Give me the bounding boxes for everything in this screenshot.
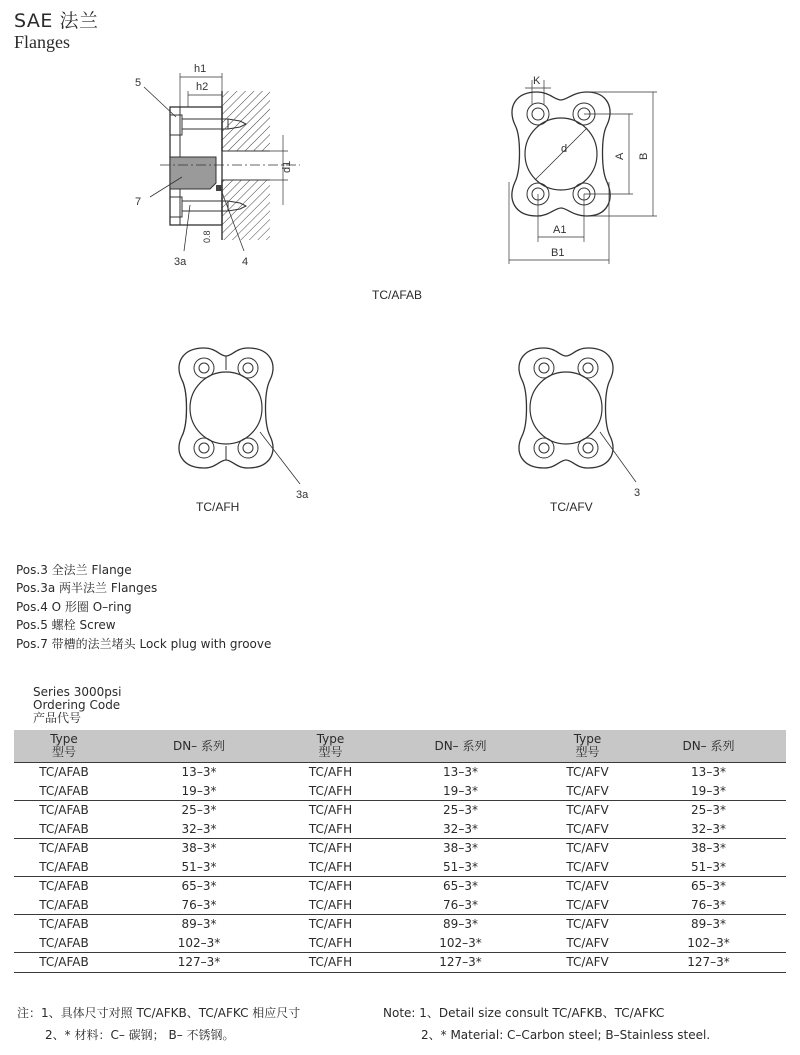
- cell-type: TC/AFAB: [14, 953, 114, 973]
- table-header-row: [14, 730, 786, 763]
- cell-dn-series: 89–3*: [377, 915, 544, 934]
- cell-dn-series: 65–3*: [631, 877, 786, 896]
- cell-dn-series: 19–3*: [181, 783, 217, 798]
- table-row: [14, 877, 786, 896]
- cell-type: TC/AFH: [284, 839, 377, 858]
- cell-dn-series: 127–3*: [377, 953, 544, 973]
- table-row: [14, 915, 786, 934]
- cell-type: TC/AFAB: [14, 801, 114, 820]
- callout-4: 4: [242, 256, 249, 268]
- cell-dn-series: 127–3*: [114, 953, 284, 973]
- cell-dn-series: 38–3*: [631, 839, 786, 858]
- cell-type: TC/AFH: [308, 783, 353, 798]
- dim-d1: d1: [281, 160, 293, 173]
- col-header-type: Type 型号: [544, 730, 631, 763]
- cell-dn-series: 19–3*: [443, 783, 478, 798]
- cell-dn-series: 102–3*: [177, 935, 221, 950]
- cell-dn-series: 76–3*: [691, 897, 726, 912]
- caption-afv: TC/AFV: [550, 500, 593, 514]
- callout-3a-afh: 3a: [296, 489, 309, 501]
- afv-view-diagram: [500, 340, 670, 510]
- cell-type: TC/AFAB: [39, 897, 89, 912]
- cell-type: TC/AFV: [544, 953, 631, 973]
- cell-dn-series: 51–3*: [443, 859, 478, 874]
- cell-type: TC/AFAB: [39, 821, 89, 836]
- cell-dn-series: 32–3*: [691, 821, 726, 836]
- dim-b: B: [638, 152, 650, 160]
- dim-0-8: 0.8: [202, 230, 212, 243]
- cell-type: TC/AFH: [284, 763, 377, 782]
- table-row: [14, 801, 786, 820]
- cell-dn-series: 127–3*: [631, 953, 786, 973]
- cell-dn-series: 32–3*: [181, 821, 217, 836]
- cell-type: TC/AFAB: [14, 839, 114, 858]
- ordering-code-heading: [33, 686, 121, 725]
- notes-english: [383, 1002, 710, 1046]
- table-row: [14, 820, 786, 839]
- cell-dn-series: 89–3*: [631, 915, 786, 934]
- cell-type: TC/AFAB: [39, 935, 89, 950]
- callout-5: 5: [135, 77, 142, 89]
- ordering-code-label: Ordering Code: [33, 698, 121, 712]
- cell-type: TC/AFV: [544, 763, 631, 782]
- dim-h1: h1: [194, 63, 207, 75]
- cell-dn-series: 19–3*: [691, 783, 726, 798]
- col-header-dn: DN– 系列: [114, 730, 284, 763]
- note-en-2: 2、* Material: C–Carbon steel; B–Stainless steel.: [421, 1028, 711, 1042]
- cell-dn-series: 89–3*: [114, 915, 284, 934]
- legend-item: Pos.3 全法兰 Flange: [16, 563, 132, 577]
- cell-type: TC/AFV: [566, 897, 609, 912]
- cell-type: TC/AFAB: [39, 783, 89, 798]
- cell-dn-series: 51–3*: [181, 859, 217, 874]
- cell-type: TC/AFH: [284, 877, 377, 896]
- cell-dn-series: 25–3*: [377, 801, 544, 820]
- table-body: [14, 763, 786, 973]
- cell-type: TC/AFV: [566, 783, 609, 798]
- page-subtitle: Flanges: [14, 32, 70, 52]
- cell-type: TC/AFAB: [39, 859, 89, 874]
- table-row: [14, 782, 786, 801]
- dim-d: d: [561, 143, 568, 155]
- table-row: [14, 858, 786, 877]
- cell-dn-series: 13–3*: [631, 763, 786, 782]
- cell-type: TC/AFH: [284, 915, 377, 934]
- cell-type: TC/AFV: [566, 935, 609, 950]
- cell-dn-series: 65–3*: [114, 877, 284, 896]
- cell-dn-series: 32–3*: [443, 821, 478, 836]
- table-row: [14, 839, 786, 858]
- cell-dn-series: 76–3*: [181, 897, 217, 912]
- cell-type: TC/AFH: [284, 801, 377, 820]
- dim-h2: h2: [196, 81, 209, 93]
- cell-dn-series: 13–3*: [114, 763, 284, 782]
- notes-chinese: [17, 1002, 300, 1046]
- cell-type: TC/AFV: [544, 877, 631, 896]
- cell-type: TC/AFV: [566, 821, 609, 836]
- cell-dn-series: 51–3*: [691, 859, 726, 874]
- cell-type: TC/AFH: [308, 897, 353, 912]
- cell-dn-series: 25–3*: [114, 801, 284, 820]
- col-header-type: Type 型号: [284, 730, 377, 763]
- col-header-type: Type 型号: [14, 730, 114, 763]
- cell-dn-series: 38–3*: [114, 839, 284, 858]
- col-header-dn: DN– 系列: [631, 730, 786, 763]
- note-en-1: Note: 1、Detail size consult TC/AFKB、TC/AFKC: [383, 1006, 665, 1020]
- caption-afab: TC/AFAB: [372, 288, 423, 302]
- col-header-dn: DN– 系列: [377, 730, 544, 763]
- cell-type: TC/AFAB: [14, 877, 114, 896]
- cell-dn-series: 65–3*: [377, 877, 544, 896]
- table-row: [14, 763, 786, 782]
- cell-type: TC/AFV: [566, 859, 609, 874]
- note-cn-2: 2、* 材料：C– 碳钢； B– 不锈钢。: [45, 1028, 235, 1042]
- cell-type: TC/AFAB: [14, 915, 114, 934]
- dim-k: K: [533, 75, 541, 87]
- legend-item: Pos.3a 两半法兰 Flanges: [16, 581, 158, 596]
- cell-type: TC/AFAB: [14, 763, 114, 782]
- cell-type: TC/AFV: [544, 915, 631, 934]
- ordering-code-table: [14, 730, 786, 973]
- cell-dn-series: 25–3*: [631, 801, 786, 820]
- position-legend: [16, 561, 271, 653]
- legend-item: Pos.7 带槽的法兰堵头 Lock plug with groove: [16, 636, 272, 651]
- cell-dn-series: 38–3*: [377, 839, 544, 858]
- cell-type: TC/AFH: [284, 953, 377, 973]
- legend-item: Pos.5 螺栓 Screw: [16, 618, 116, 633]
- caption-afh: TC/AFH: [196, 500, 240, 514]
- cell-dn-series: 13–3*: [377, 763, 544, 782]
- table-row: [14, 934, 786, 953]
- note-cn-1: 注：1、具体尺寸对照 TC/AFKB、TC/AFKC 相应尺寸: [17, 1006, 301, 1020]
- cell-type: TC/AFH: [308, 821, 353, 836]
- dim-b1: B1: [551, 247, 565, 259]
- cell-type: TC/AFV: [544, 801, 631, 820]
- dim-a: A: [614, 152, 626, 160]
- table-row: [14, 953, 786, 973]
- cell-type: TC/AFV: [544, 839, 631, 858]
- series-label: Series 3000psi: [33, 685, 122, 699]
- cell-dn-series: 102–3*: [687, 935, 730, 950]
- afh-view-diagram: [160, 340, 330, 510]
- cell-type: TC/AFH: [308, 859, 353, 874]
- legend-item: Pos.4 O 形圈 O–ring: [16, 599, 132, 614]
- page-title: SAE 法兰: [14, 10, 99, 32]
- table-row: [14, 896, 786, 915]
- callout-3a: 3a: [174, 256, 187, 268]
- cell-dn-series: 102–3*: [439, 935, 482, 950]
- section-view-diagram: [120, 55, 320, 275]
- dim-a1: A1: [553, 224, 567, 236]
- cell-type: TC/AFH: [308, 935, 353, 950]
- callout-3-afv: 3: [634, 487, 641, 499]
- product-code-label: 产品代号: [33, 711, 82, 725]
- cell-dn-series: 76–3*: [443, 897, 478, 912]
- callout-7: 7: [135, 196, 142, 208]
- afab-top-view-diagram: [495, 70, 665, 270]
